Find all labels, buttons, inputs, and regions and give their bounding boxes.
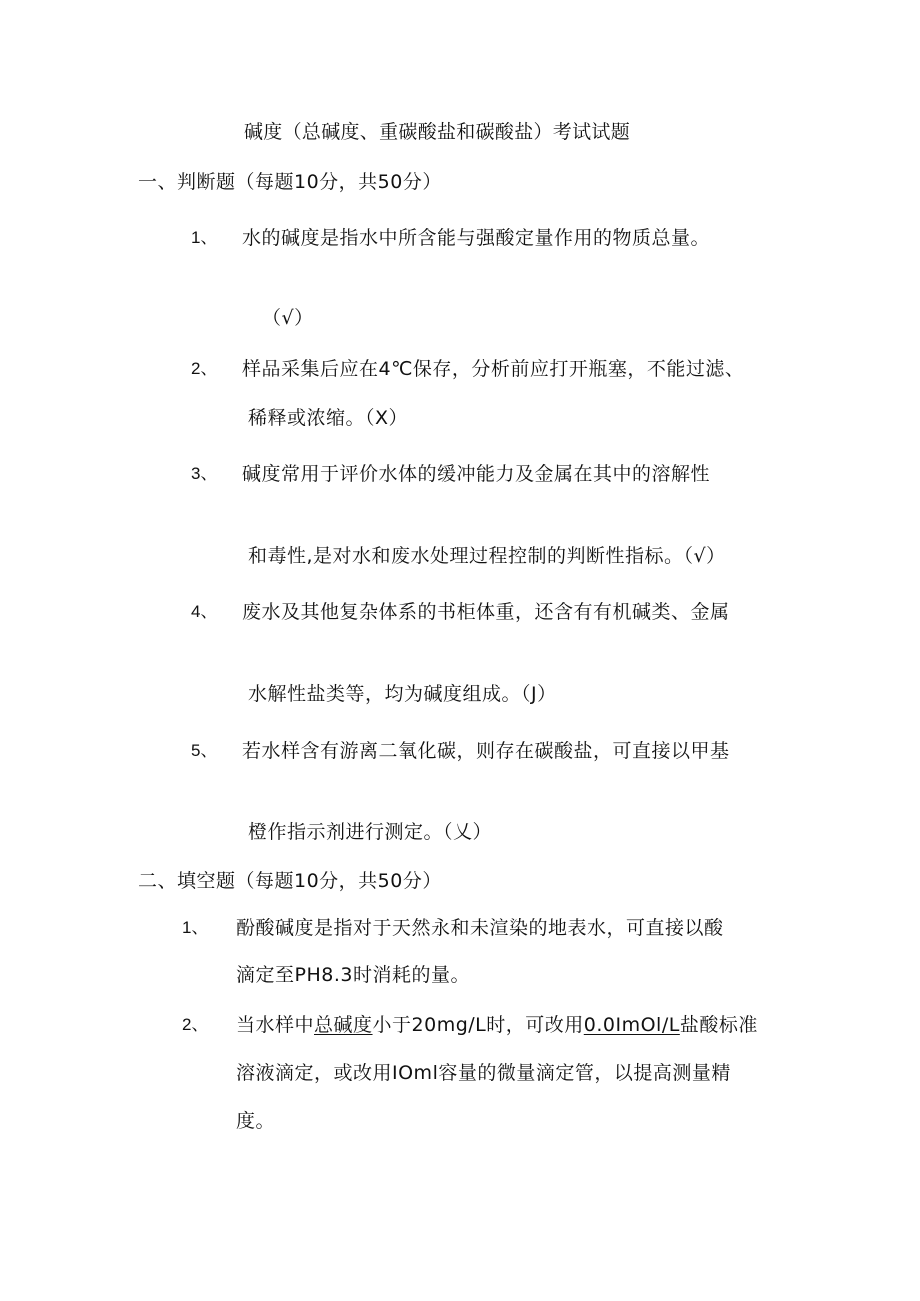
section-heading-fill-in: 二、填空题（每题10分，共50分） [138,870,442,892]
question-text-continued: 橙作指示剂进行测定。（乂） [248,821,493,843]
question-text-continued: 水解性盐类等，均为碱度组成。（J） [248,683,557,705]
section-heading-judgement: 一、判断题（每题10分，共50分） [138,171,442,193]
question-number: 1、 [191,228,218,247]
answer-blank-concentration: 0.0ImOl/L [583,1014,680,1036]
question-number: 5、 [191,741,218,760]
question-answer: （√） [262,307,314,329]
question-text: 样品采集后应在4℃保存，分析前应打开瓶塞，不能过滤、 [242,358,745,380]
question-text-part: 盐酸标准 [679,1014,758,1036]
question-text-continued: 滴定至PH8.3时消耗的量。 [236,964,470,986]
question-text: 若水样含有游离二氧化碳，则存在碳酸盐，可直接以甲基 [242,740,730,762]
question-text: 碱度常用于评价水体的缓冲能力及金属在其中的溶解性 [242,463,711,485]
question-text: 废水及其他复杂体系的书柜体重，还含有有机碱类、金属 [242,601,730,623]
question-number: 3、 [191,464,218,483]
question-text-continued: 和毒性,是对水和废水处理过程控制的判断性指标。（√） [248,545,726,567]
question-text: 水的碱度是指水中所含能与强酸定量作用的物质总量。 [242,227,711,249]
question-text-part: 当水样中 [236,1014,315,1036]
question-number: 4、 [191,602,218,621]
answer-blank-total-alkalinity: 总碱度 [314,1014,373,1036]
question-text-part: 小于20mg∕L时，可改用 [372,1014,584,1036]
question-number: 1、 [182,918,209,937]
question-text-continued: 度。 [236,1110,276,1132]
question-number: 2、 [182,1015,209,1034]
document-title: 碱度（总碱度、重碳酸盐和碳酸盐）考试试题 [244,121,631,143]
question-text [236,1013,758,1037]
question-text-continued: 溶液滴定，或改用IOml容量的微量滴定管，以提高测量精 [236,1062,731,1084]
question-number: 2、 [191,359,218,378]
question-text: 酚酸碱度是指对于天然永和未渲染的地表水，可直接以酸 [236,917,724,939]
question-text-continued: 稀释或浓缩。（X） [248,407,409,429]
